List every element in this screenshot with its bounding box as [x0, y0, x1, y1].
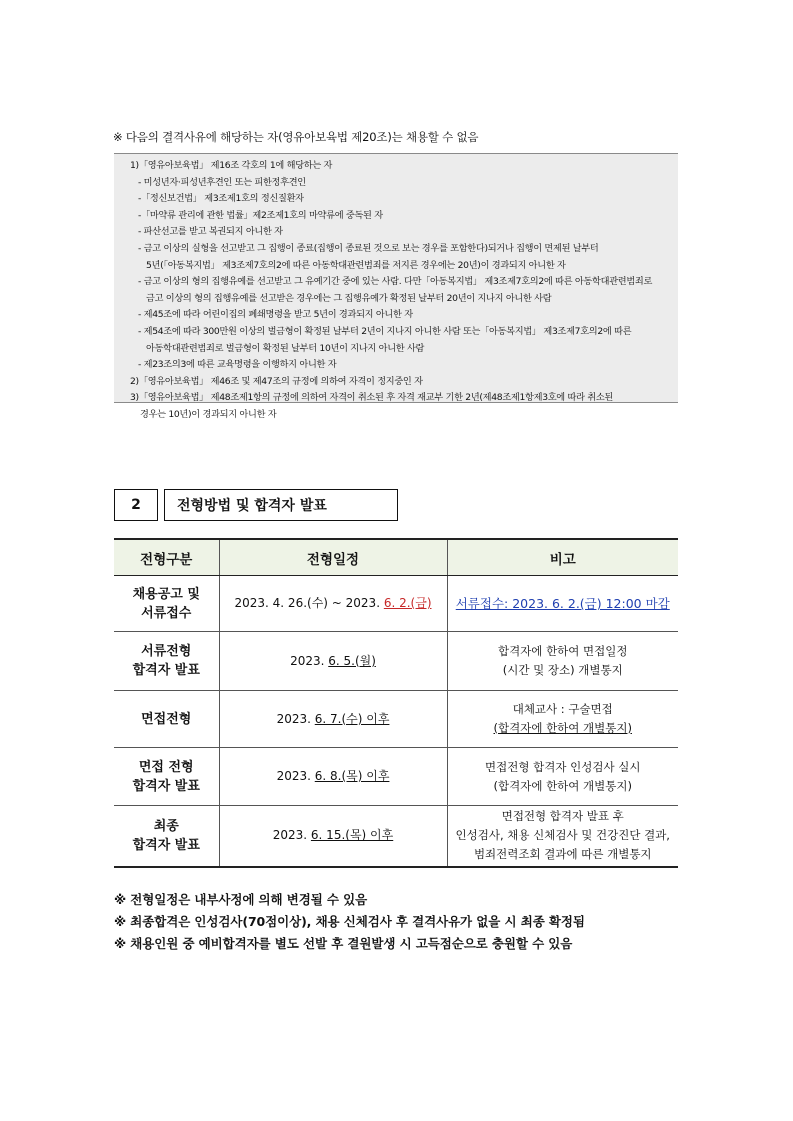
row-remarks: 대체교사 : 구술면접 (합격자에 한하여 개별통지) — [447, 691, 678, 748]
disq-line: 금고 이상의 형의 집행유예를 선고받은 경우에는 그 집행유예가 확정된 날부터 20년이 지나지 아니한 사람 — [146, 292, 552, 304]
disq-line: 1)「영유아보육법」 제16조 각호의 1에 해당하는 자 — [130, 160, 333, 171]
disqualification-notice: ※ 다음의 결격사유에 해당하는 자(영유아보육법 제20조)는 채용할 수 없음 — [113, 130, 479, 144]
row-schedule: 2023. 6. 7.(수) 이후 — [219, 691, 447, 748]
row-category: 면접 전형 합격자 발표 — [114, 748, 219, 806]
header-remarks: 비고 — [447, 539, 678, 576]
table-row — [114, 691, 678, 748]
disq-line: - 미성년자·피성년후견인 또는 피한정후견인 — [138, 176, 306, 188]
table-header-row — [114, 539, 678, 576]
row-category: 서류전형 합격자 발표 — [114, 632, 219, 691]
row-remarks: 합격자에 한하여 면접일정 (시간 및 장소) 개별통지 — [447, 632, 678, 691]
disq-line: 3)「영유아보육법」 제48조제1항의 규정에 의하여 자격이 취소된 후 자격 재교부 기한 2년(제48조제1항제3호에 따라 취소된 — [130, 392, 614, 404]
footnote: ※ 최종합격은 인성검사(70점이상), 채용 신체검사 후 결격사유가 없을 시 최종 확정됨 — [114, 914, 585, 929]
table-row — [114, 748, 678, 806]
footnote: ※ 전형일정은 내부사정에 의해 변경될 수 있음 — [114, 892, 368, 907]
row-schedule: 2023. 4. 26.(수) ~ 2023. 6. 2.(금) — [219, 576, 447, 632]
disq-line: - 제54조에 따라 300만원 이상의 벌금형이 확정된 날부터 2년이 지나지 아니한 사람 또는「아동복지법」 제3조제7호의2에 따른 — [138, 325, 632, 337]
disq-line: -「마약류 관리에 관한 법률」제2조제1호의 마약류에 중독된 자 — [138, 209, 383, 221]
row-remarks: 면접전형 합격자 발표 후 인성검사, 채용 신체검사 및 건강진단 결과, 범죄전력조회 결과에 따른 개별통지 — [447, 806, 678, 867]
row-category: 최종 합격자 발표 — [114, 806, 219, 867]
row-remarks: 면접전형 합격자 인성검사 실시 (합격자에 한하여 개별통지) — [447, 748, 678, 806]
deadline-date: 6. 2.(금) — [383, 596, 432, 610]
header-schedule: 전형일정 — [219, 539, 447, 576]
header-category: 전형구분 — [114, 539, 219, 576]
disqualification-box — [114, 153, 678, 420]
table-row — [114, 806, 678, 867]
disq-line: 5년(「아동복지법」 제3조제7호의2에 따른 아동학대관련범죄를 저지른 경우에는 20년)이 경과되지 아니한 자 — [146, 259, 566, 271]
row-remarks — [447, 576, 678, 632]
schedule-table — [114, 538, 678, 868]
row-category: 채용공고 및 서류접수 — [114, 576, 219, 632]
disq-line: - 금고 이상의 형의 집행유예를 선고받고 그 유예기간 중에 있는 사람. 다만「아동복지법」 제3조제7호의2에 따른 아동학대관련범죄로 — [138, 276, 653, 288]
row-schedule: 2023. 6. 8.(목) 이후 — [219, 748, 447, 806]
disq-line: 아동학대관련범죄로 벌금형이 확정된 날부터 10년이 지나지 아니한 사람 — [146, 342, 425, 354]
disq-line: - 제23조의3에 따른 교육명령을 이행하지 아니한 자 — [138, 359, 337, 371]
disq-line: - 파산선고를 받고 복권되지 아니한 자 — [138, 226, 283, 238]
table-row — [114, 632, 678, 691]
row-schedule: 2023. 6. 5.(월) — [219, 632, 447, 691]
disq-line: 2)「영유아보육법」 제46조 및 제47조의 규정에 의하여 자격이 정지중인 자 — [130, 375, 423, 387]
footnote: ※ 채용인원 중 예비합격자를 별도 선발 후 결원발생 시 고득점순으로 충원할 수 있음 — [114, 936, 573, 951]
disq-line: - 제45조에 따라 어린이집의 폐쇄명령을 받고 5년이 경과되지 아니한 자 — [138, 309, 413, 321]
section-number: 2 — [114, 489, 158, 521]
row-category: 면접전형 — [114, 691, 219, 748]
disq-line: -「정신보건법」 제3조제1호의 정신질환자 — [138, 193, 304, 205]
disq-line: 경우는 10년)이 경과되지 아니한 자 — [140, 408, 277, 420]
table-row — [114, 576, 678, 632]
section-title: 전형방법 및 합격자 발표 — [164, 489, 398, 521]
footnotes — [114, 889, 585, 955]
application-deadline-note: 서류접수: 2023. 6. 2.(금) 12:00 마감 — [455, 596, 670, 611]
disq-line: - 금고 이상의 실형을 선고받고 그 집행이 종료(집행이 종료된 것으로 보는 경우를 포함한다)되거나 집행이 면제된 날부터 — [138, 242, 599, 254]
row-schedule: 2023. 6. 15.(목) 이후 — [219, 806, 447, 867]
section-heading — [114, 489, 398, 523]
